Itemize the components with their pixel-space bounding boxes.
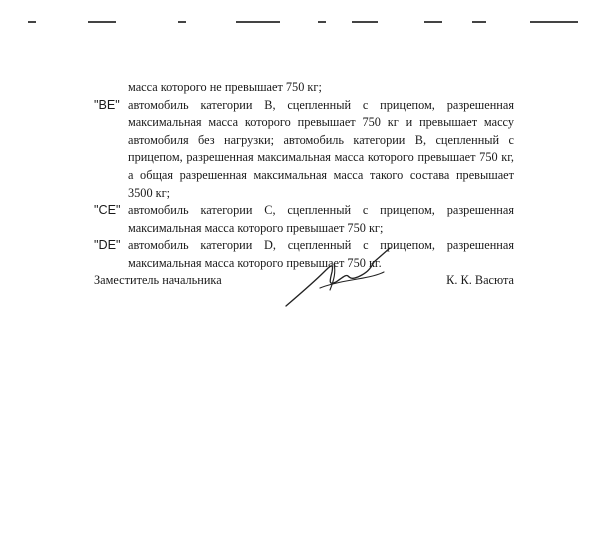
- scan-mark: [88, 21, 116, 23]
- scan-artifact-marks: [0, 0, 616, 40]
- scan-mark: [352, 21, 378, 23]
- continuation-line: масса которого не превышает 750 кг;: [128, 80, 322, 94]
- signatory-position: Заместитель начальника: [94, 273, 222, 287]
- handwritten-signature: [280, 242, 410, 312]
- category-code: "DE": [94, 238, 121, 253]
- category-code: "BE": [94, 97, 120, 112]
- scan-mark: [318, 21, 326, 23]
- category-entry-be: [94, 97, 514, 203]
- signature-stroke: [286, 248, 390, 306]
- category-description: автомобиль категории C, сцепленный с прицепом, разрешенная максимальная масса которого превышает 750 кг;: [128, 203, 514, 235]
- category-code: "CE": [94, 203, 121, 218]
- signatory-name: К. К. Васюта: [446, 273, 514, 287]
- scan-mark: [178, 21, 186, 23]
- signature-stroke: [320, 272, 384, 288]
- category-entry-ce: [94, 202, 514, 237]
- scan-mark: [424, 21, 442, 23]
- category-description: автомобиль категории B, сцепленный с прицепом, разрешенная максимальная масса которого превышает 750 кг и превышает массу автомобиля без нагрузки; автомобиль категории B, сцепленный с прицепом, разрешенная максимальная масса которого превышает 750 кг, а общая разрешенная максимальная масса такого состава превышает 3500 кг;: [128, 97, 514, 200]
- scan-mark: [472, 21, 486, 23]
- scan-mark: [236, 21, 280, 23]
- scan-mark: [530, 21, 578, 23]
- category-description: автомобиль категории D, сцепленный с прицепом, разрешенная максимальная масса которого превышает 750 кг.: [128, 238, 514, 270]
- scan-mark: [28, 21, 36, 23]
